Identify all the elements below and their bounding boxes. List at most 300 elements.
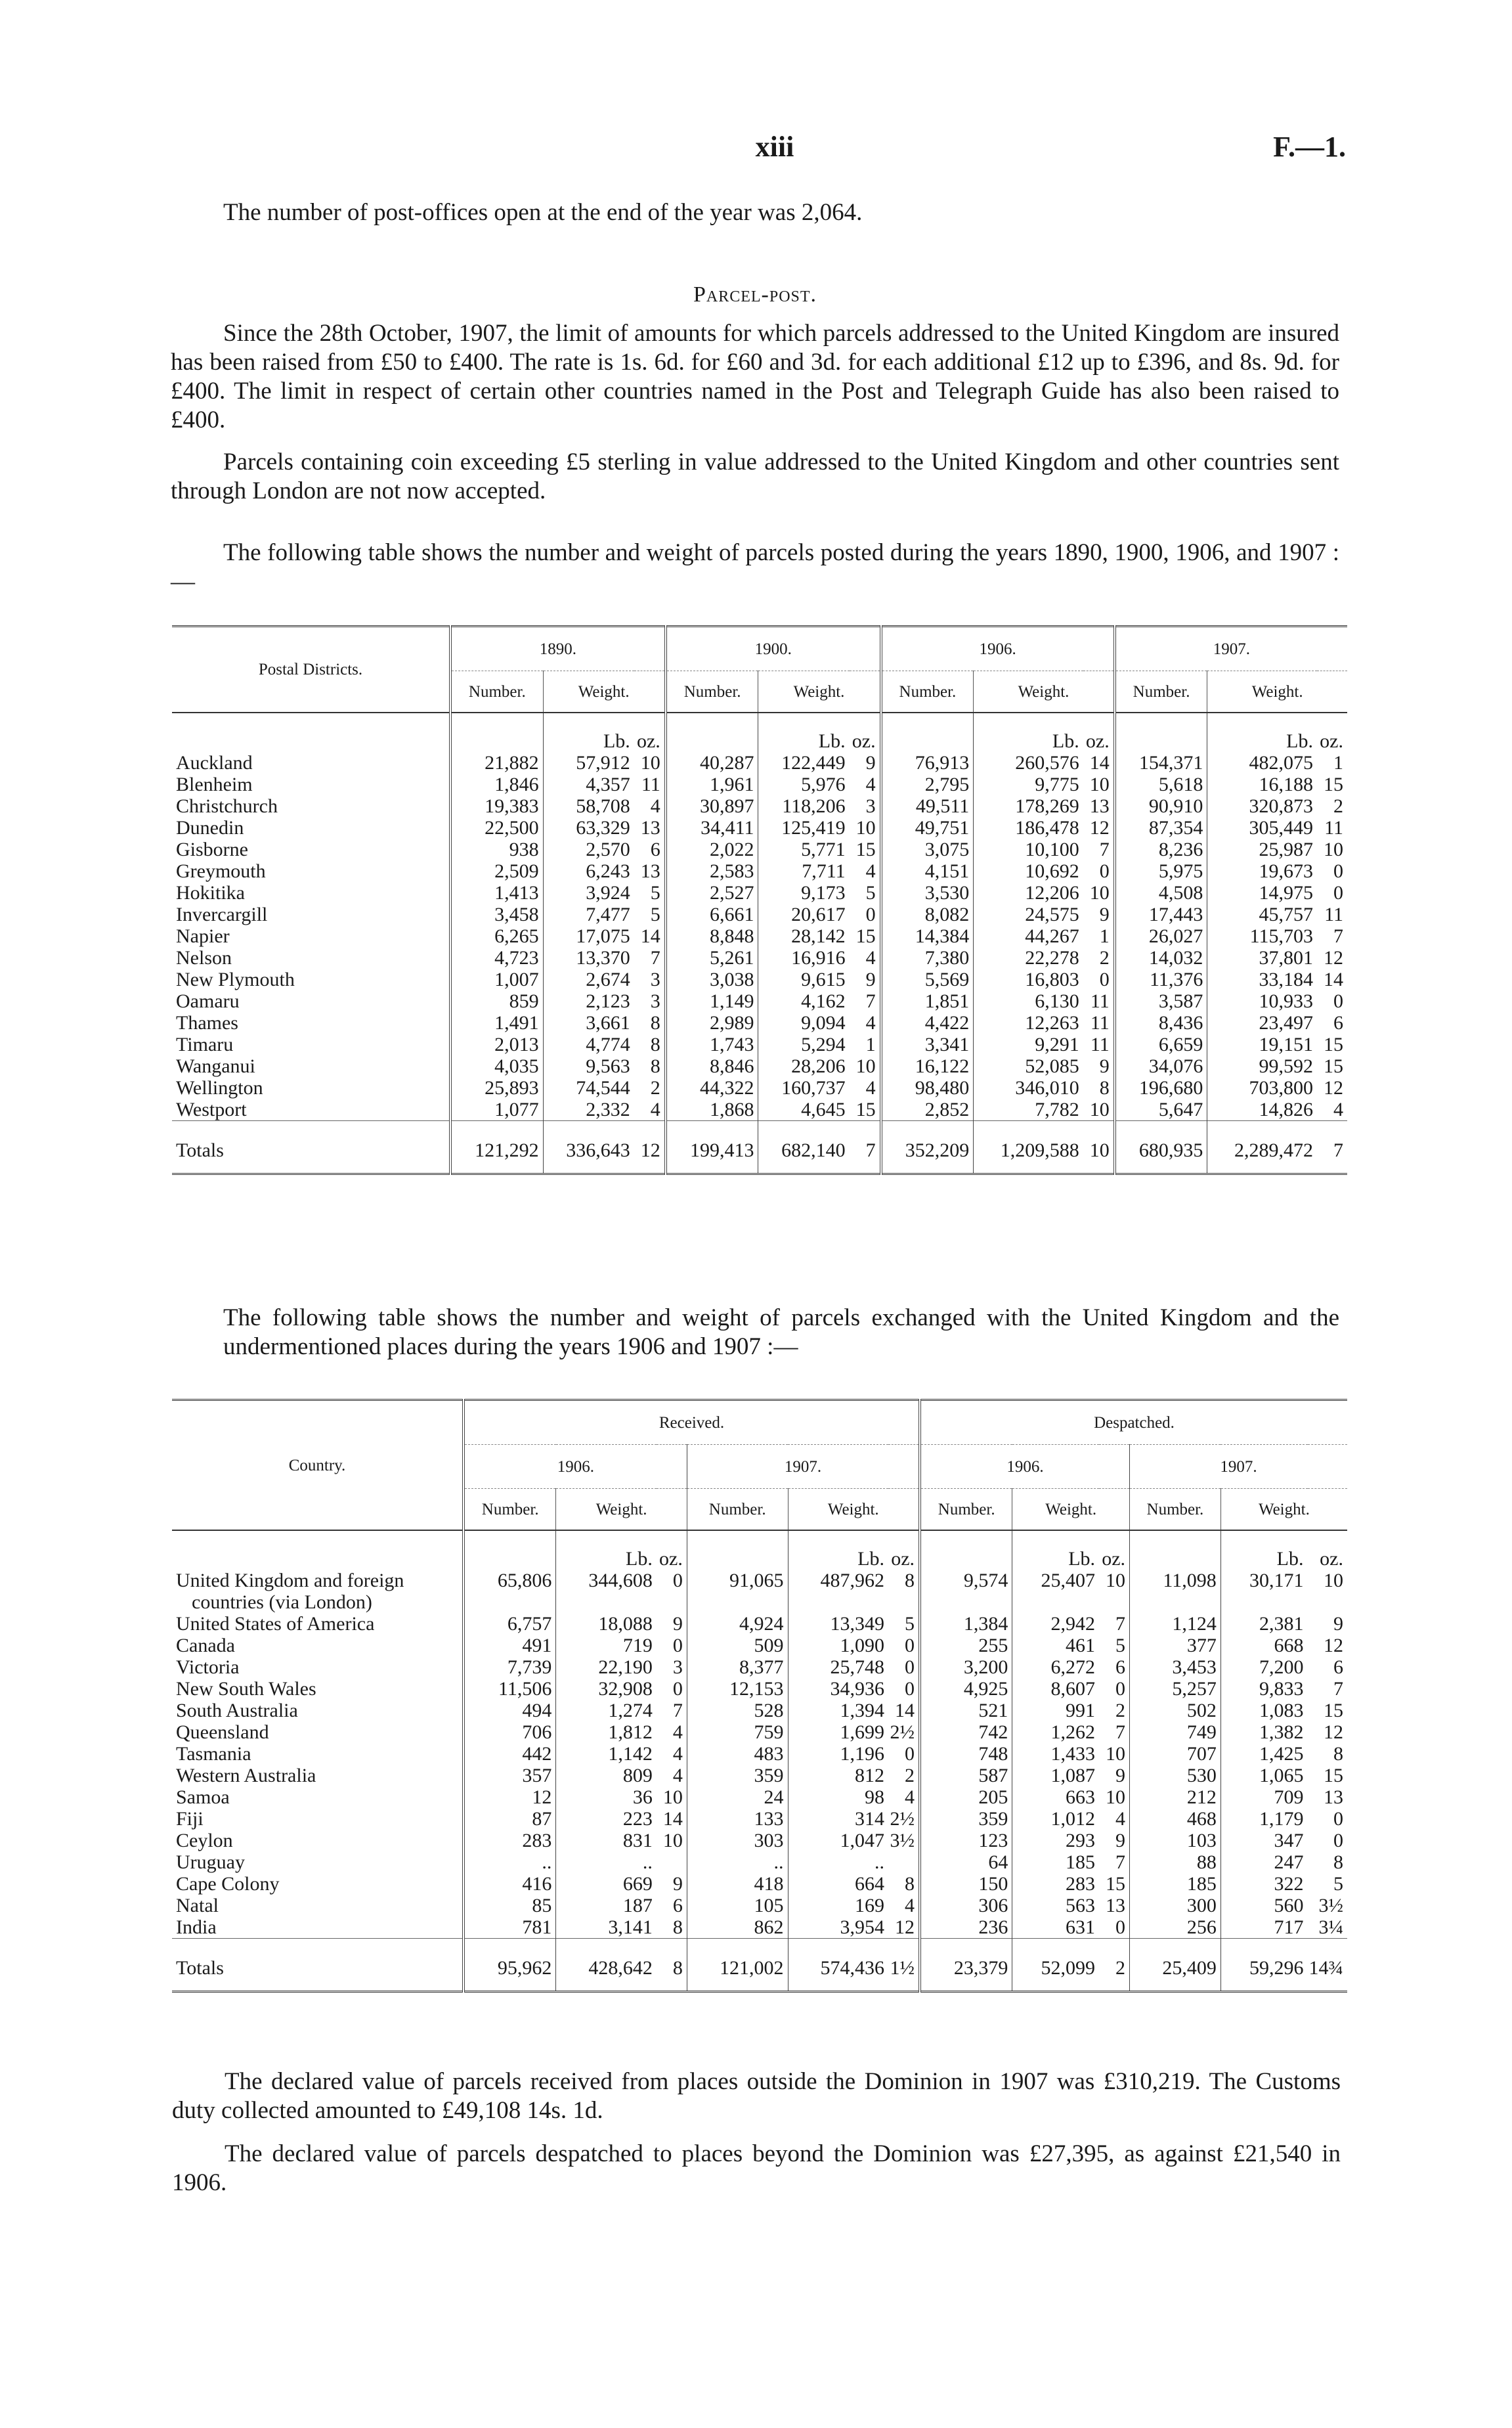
oz-cell: 0 — [672, 1635, 683, 1656]
parcels-exchanged-table-body — [172, 1530, 1347, 1992]
oz-cell: 4 — [650, 795, 660, 817]
number-cell: 283 — [464, 1830, 556, 1851]
district-row — [172, 1099, 1347, 1121]
district-row — [172, 925, 1347, 947]
number-cell: 49,751 — [881, 817, 974, 839]
oz-cell: 10 — [1106, 1743, 1126, 1765]
row-name: Oamaru — [176, 990, 240, 1012]
number-cell: 2,583 — [666, 860, 758, 882]
number-cell: 105 — [687, 1895, 788, 1916]
lb-cell: 160,737 — [758, 1077, 850, 1099]
lb-cell: 703,800 — [1207, 1077, 1317, 1099]
lb-cell: 36 — [556, 1786, 657, 1808]
oz-cell: 5 — [905, 1613, 915, 1635]
lb-cell: 487,962 — [788, 1570, 888, 1613]
lb-cell: 344,608 — [556, 1570, 657, 1613]
units-row — [172, 713, 1347, 752]
oz-cell: 12 — [634, 1121, 666, 1174]
name-cell — [172, 1916, 464, 1939]
lb-cell: 19,151 — [1207, 1034, 1317, 1055]
name-cell — [172, 860, 450, 882]
lb-cell: 25,407 — [1012, 1570, 1099, 1613]
oz-cell: 0 — [1333, 860, 1343, 882]
district-row — [172, 1012, 1347, 1034]
number-cell: 255 — [920, 1635, 1012, 1656]
lb-cell: 178,269 — [974, 795, 1083, 817]
declared-value-despatched-paragraph: The declared value of parcels despatched to places beyond the Dominion was £27,395, as against £21,540 in 1906. — [172, 2140, 1341, 2196]
row-name: Cape Colony — [176, 1873, 280, 1895]
lb-cell: 574,436 — [788, 1939, 888, 1992]
lb-cell: 1,433 — [1012, 1743, 1099, 1765]
number-cell: 6,661 — [666, 904, 758, 925]
oz-cell: 10 — [855, 1055, 876, 1077]
number-cell: 123 — [920, 1830, 1012, 1851]
oz-cell: 4 — [865, 947, 876, 969]
row-name: Greymouth — [176, 860, 266, 882]
lb-cell: 1,047 — [788, 1830, 888, 1851]
number-cell: 749 — [1130, 1721, 1221, 1743]
oz-cell: 14 — [1324, 969, 1343, 990]
number-header: Number. — [687, 1489, 788, 1531]
lb-cell: 3,954 — [788, 1916, 888, 1939]
row-name: United States of America — [176, 1613, 375, 1635]
lb-cell: 1,209,588 — [974, 1121, 1083, 1174]
lb-unit: Lb. — [1220, 1530, 1307, 1570]
lb-cell: 631 — [1012, 1916, 1099, 1939]
oz-cell: 11 — [1324, 904, 1343, 925]
number-cell: 90,910 — [1115, 795, 1207, 817]
row-name: Wanganui — [176, 1055, 255, 1077]
number-cell: 5,261 — [666, 947, 758, 969]
lb-cell: 2,942 — [1012, 1613, 1099, 1635]
lb-cell: 3,661 — [543, 1012, 634, 1034]
lb-cell: 812 — [788, 1765, 888, 1786]
lb-cell: 717 — [1220, 1916, 1307, 1939]
lb-cell: 719 — [556, 1635, 657, 1656]
lb-cell: 2,332 — [543, 1099, 634, 1121]
lb-cell: 7,200 — [1220, 1656, 1307, 1678]
lb-unit: Lb. — [556, 1530, 657, 1570]
number-cell: 76,913 — [881, 752, 974, 774]
oz-cell: 9 — [672, 1873, 683, 1895]
number-cell: 9,574 — [920, 1570, 1012, 1613]
oz-cell: 15 — [855, 925, 876, 947]
name-cell — [172, 1099, 450, 1121]
district-row — [172, 860, 1347, 882]
number-cell: 1,149 — [666, 990, 758, 1012]
oz-cell: 13 — [1089, 795, 1110, 817]
oz-cell: 4 — [865, 774, 876, 795]
number-cell: 121,002 — [687, 1939, 788, 1992]
number-cell: 300 — [1130, 1895, 1221, 1916]
district-row — [172, 947, 1347, 969]
lb-cell: 187 — [556, 1895, 657, 1916]
lb-cell: 2,570 — [543, 839, 634, 860]
page-number: xiii — [755, 131, 794, 163]
oz-cell: 13 — [1324, 1786, 1343, 1808]
number-cell: 212 — [1130, 1786, 1221, 1808]
country-row — [172, 1678, 1347, 1700]
despatched-year-1907: 1907. — [1130, 1445, 1347, 1489]
number-cell: 8,848 — [666, 925, 758, 947]
lb-cell: 10,692 — [974, 860, 1083, 882]
row-name: Fiji — [176, 1808, 204, 1830]
number-cell: 859 — [450, 990, 543, 1012]
lb-cell: 125,419 — [758, 817, 850, 839]
oz-cell: 5 — [1115, 1635, 1126, 1656]
number-cell: 87 — [464, 1808, 556, 1830]
oz-cell: 4 — [1115, 1808, 1126, 1830]
number-cell: 98,480 — [881, 1077, 974, 1099]
number-cell: 205 — [920, 1786, 1012, 1808]
name-cell — [172, 795, 450, 817]
post-offices-count-paragraph: The number of post-offices open at the end of the year was 2,064. — [223, 199, 863, 226]
country-row — [172, 1700, 1347, 1721]
oz-cell: 8 — [672, 1916, 683, 1938]
units-row — [172, 1530, 1347, 1570]
oz-cell: 6 — [1333, 1012, 1343, 1034]
parcels-posted-table-body — [172, 713, 1347, 1174]
row-name: Gisborne — [176, 839, 248, 860]
name-cell — [172, 1721, 464, 1743]
row-name: Invercargill — [176, 904, 268, 925]
lb-cell: 186,478 — [974, 817, 1083, 839]
lb-cell: 1,382 — [1220, 1721, 1307, 1743]
number-cell: 1,077 — [450, 1099, 543, 1121]
row-name: Dunedin — [176, 817, 244, 839]
lb-cell: 314 — [788, 1808, 888, 1830]
oz-cell: 0 — [905, 1678, 915, 1700]
lb-cell: 13,349 — [788, 1613, 888, 1635]
number-cell: 3,200 — [920, 1656, 1012, 1678]
number-cell: 1,961 — [666, 774, 758, 795]
lb-cell: 169 — [788, 1895, 888, 1916]
oz-cell: 13 — [1106, 1895, 1126, 1916]
lb-cell: 22,190 — [556, 1656, 657, 1678]
parcels-posted-table — [172, 625, 1347, 1175]
country-row — [172, 1721, 1347, 1743]
oz-cell: 15 — [1106, 1873, 1126, 1895]
oz-cell: 7 — [672, 1700, 683, 1721]
number-cell: 14,032 — [1115, 947, 1207, 969]
row-name: Thames — [176, 1012, 238, 1034]
country-row — [172, 1916, 1347, 1939]
oz-cell: 7 — [1317, 1121, 1347, 1174]
district-row — [172, 990, 1347, 1012]
number-cell: 8,236 — [1115, 839, 1207, 860]
lb-cell: 122,449 — [758, 752, 850, 774]
number-cell: 3,038 — [666, 969, 758, 990]
lb-cell: 1,425 — [1220, 1743, 1307, 1765]
oz-cell: 3½ — [1318, 1895, 1343, 1916]
oz-cell: 5 — [650, 882, 660, 904]
name-cell — [172, 839, 450, 860]
number-cell: 8,436 — [1115, 1012, 1207, 1034]
totals-label-cell — [172, 1121, 450, 1174]
oz-cell: 10 — [1089, 774, 1110, 795]
lb-cell: 5,771 — [758, 839, 850, 860]
lb-unit: Lb. — [543, 713, 634, 752]
oz-cell: 11 — [1090, 990, 1110, 1012]
oz-cell: 12 — [1089, 817, 1110, 839]
lb-cell: 6,130 — [974, 990, 1083, 1012]
name-cell — [172, 904, 450, 925]
oz-cell: 3 — [672, 1656, 683, 1678]
oz-cell: 2 — [650, 1077, 660, 1099]
number-cell: 352,209 — [881, 1121, 974, 1174]
oz-cell: 0 — [672, 1570, 683, 1591]
number-cell: 103 — [1130, 1830, 1221, 1851]
number-cell: 3,530 — [881, 882, 974, 904]
name-cell — [172, 1055, 450, 1077]
country-row — [172, 1656, 1347, 1678]
number-cell: 11,376 — [1115, 969, 1207, 990]
number-cell: 11,098 — [1130, 1570, 1221, 1613]
number-cell: 40,287 — [666, 752, 758, 774]
oz-cell: 0 — [905, 1656, 915, 1678]
lb-cell: 185 — [1012, 1851, 1099, 1873]
number-cell: .. — [464, 1851, 556, 1873]
lb-cell: 57,912 — [543, 752, 634, 774]
number-cell: 1,743 — [666, 1034, 758, 1055]
lb-cell: 1,196 — [788, 1743, 888, 1765]
declared-value-received-paragraph: The declared value of parcels received from places outside the Dominion in 1907 was £310,219. The Customs duty collected amounted to £49,108 14s. 1d. — [172, 2068, 1341, 2124]
number-header: Number. — [450, 671, 543, 713]
name-cell — [172, 774, 450, 795]
number-cell: 4,422 — [881, 1012, 974, 1034]
lb-cell: 25,987 — [1207, 839, 1317, 860]
row-name: Westport — [176, 1099, 247, 1120]
number-cell: 1,384 — [920, 1613, 1012, 1635]
number-cell: 150 — [920, 1873, 1012, 1895]
name-cell — [172, 1851, 464, 1873]
lb-cell: 13,370 — [543, 947, 634, 969]
number-cell: 4,723 — [450, 947, 543, 969]
lb-cell: 32,908 — [556, 1678, 657, 1700]
number-cell: 24 — [687, 1786, 788, 1808]
lb-cell: 99,592 — [1207, 1055, 1317, 1077]
number-header: Number. — [920, 1489, 1012, 1531]
number-cell: 359 — [687, 1765, 788, 1786]
name-cell — [172, 1570, 464, 1613]
number-cell: 2,527 — [666, 882, 758, 904]
lb-cell: 293 — [1012, 1830, 1099, 1851]
lb-cell: 4,162 — [758, 990, 850, 1012]
oz-unit: oz. — [1320, 1548, 1343, 1570]
row-name: New South Wales — [176, 1678, 316, 1700]
row-name: Auckland — [176, 752, 253, 774]
lb-cell: 12,206 — [974, 882, 1083, 904]
number-cell: 44,322 — [666, 1077, 758, 1099]
lb-cell: 7,477 — [543, 904, 634, 925]
number-cell: 25,893 — [450, 1077, 543, 1099]
oz-cell: 8 — [657, 1939, 687, 1992]
number-cell: 88 — [1130, 1851, 1221, 1873]
oz-cell: 9 — [1099, 904, 1110, 925]
row-name: Tasmania — [176, 1743, 251, 1765]
oz-cell: 0 — [1333, 1830, 1343, 1851]
oz-cell: 14 — [640, 925, 660, 947]
oz-cell: 12 — [1324, 1721, 1343, 1743]
number-cell: 1,491 — [450, 1012, 543, 1034]
year-header-1890: 1890. — [450, 627, 666, 671]
lb-unit: Lb. — [1012, 1530, 1099, 1570]
number-cell: 12 — [464, 1786, 556, 1808]
lb-cell: 45,757 — [1207, 904, 1317, 925]
number-cell: 3,458 — [450, 904, 543, 925]
oz-cell: 12 — [1324, 947, 1343, 969]
oz-cell: 5 — [1333, 1873, 1343, 1895]
lb-cell: 16,916 — [758, 947, 850, 969]
district-row — [172, 839, 1347, 860]
number-cell: 5,569 — [881, 969, 974, 990]
number-cell: 530 — [1130, 1765, 1221, 1786]
oz-cell: 3 — [865, 795, 876, 817]
oz-cell: 10 — [1324, 839, 1343, 860]
lb-cell: 3,141 — [556, 1916, 657, 1939]
lb-cell: 1,142 — [556, 1743, 657, 1765]
oz-cell: 5 — [865, 882, 876, 904]
lb-cell: 10,933 — [1207, 990, 1317, 1012]
lb-cell: 28,206 — [758, 1055, 850, 1077]
lb-cell: 991 — [1012, 1700, 1099, 1721]
number-cell: 357 — [464, 1765, 556, 1786]
row-name: New Plymouth — [176, 969, 295, 990]
lb-cell: 668 — [1220, 1635, 1307, 1656]
row-name: Napier — [176, 925, 230, 947]
oz-cell: 0 — [905, 1743, 915, 1765]
lb-cell: 223 — [556, 1808, 657, 1830]
oz-cell: 6 — [1115, 1656, 1126, 1678]
oz-cell: 7 — [850, 1121, 881, 1174]
oz-cell: 8 — [1333, 1851, 1343, 1873]
name-cell — [172, 925, 450, 947]
number-cell: 121,292 — [450, 1121, 543, 1174]
lb-cell: 461 — [1012, 1635, 1099, 1656]
lb-cell: 9,563 — [543, 1055, 634, 1077]
row-name: Nelson — [176, 947, 232, 969]
lb-cell: 14,826 — [1207, 1099, 1317, 1121]
number-cell: 1,124 — [1130, 1613, 1221, 1635]
lb-cell: 44,267 — [974, 925, 1083, 947]
oz-cell: 9 — [672, 1613, 683, 1635]
number-cell: 3,341 — [881, 1034, 974, 1055]
number-cell: 2,022 — [666, 839, 758, 860]
row-name: India — [176, 1916, 217, 1938]
number-cell: 87,354 — [1115, 817, 1207, 839]
number-cell: 8,082 — [881, 904, 974, 925]
number-cell: 938 — [450, 839, 543, 860]
lb-cell: 664 — [788, 1873, 888, 1895]
lb-cell: 17,075 — [543, 925, 634, 947]
number-cell: 65,806 — [464, 1570, 556, 1613]
lb-cell: 19,673 — [1207, 860, 1317, 882]
lb-cell: 247 — [1220, 1851, 1307, 1873]
totals-label: Totals — [176, 1139, 224, 1161]
despatched-header: Despatched. — [920, 1400, 1347, 1445]
name-cell — [172, 1700, 464, 1721]
number-cell: 5,618 — [1115, 774, 1207, 795]
district-row — [172, 969, 1347, 990]
name-cell — [172, 882, 450, 904]
number-cell: 85 — [464, 1895, 556, 1916]
lb-cell: 2,289,472 — [1207, 1121, 1317, 1174]
lb-cell: 1,262 — [1012, 1721, 1099, 1743]
number-cell: 25,409 — [1130, 1939, 1221, 1992]
oz-cell: 10 — [1106, 1786, 1126, 1808]
number-cell: 256 — [1130, 1916, 1221, 1939]
number-cell: 748 — [920, 1743, 1012, 1765]
number-header: Number. — [666, 671, 758, 713]
lb-cell: 9,833 — [1220, 1678, 1307, 1700]
oz-cell: 0 — [1115, 1916, 1126, 1938]
oz-cell: 0 — [865, 904, 876, 925]
number-cell: 12,153 — [687, 1678, 788, 1700]
number-cell: 3,453 — [1130, 1656, 1221, 1678]
oz-cell: 11 — [1090, 1012, 1110, 1034]
number-cell: 95,962 — [464, 1939, 556, 1992]
lb-cell: 52,085 — [974, 1055, 1083, 1077]
lb-cell: 23,497 — [1207, 1012, 1317, 1034]
oz-cell: 15 — [1324, 1055, 1343, 1077]
oz-cell: 1 — [865, 1034, 876, 1055]
lb-cell: 2,674 — [543, 969, 634, 990]
number-cell: 2,989 — [666, 1012, 758, 1034]
oz-cell: 7 — [1333, 1678, 1343, 1700]
number-cell: 49,511 — [881, 795, 974, 817]
lb-cell: 10,100 — [974, 839, 1083, 860]
lb-cell: 24,575 — [974, 904, 1083, 925]
lb-cell: 1,274 — [556, 1700, 657, 1721]
number-cell: 706 — [464, 1721, 556, 1743]
number-cell: 528 — [687, 1700, 788, 1721]
number-cell: 21,882 — [450, 752, 543, 774]
number-cell: 34,411 — [666, 817, 758, 839]
number-cell: 2,852 — [881, 1099, 974, 1121]
country-row — [172, 1570, 1347, 1613]
document-reference: F.—1. — [1273, 131, 1346, 163]
lb-cell: 30,171 — [1220, 1570, 1307, 1613]
country-row — [172, 1765, 1347, 1786]
district-row — [172, 1077, 1347, 1099]
lb-cell: 5,294 — [758, 1034, 850, 1055]
oz-cell — [657, 1851, 687, 1873]
number-cell: 502 — [1130, 1700, 1221, 1721]
number-cell: 196,680 — [1115, 1077, 1207, 1099]
lb-cell: 346,010 — [974, 1077, 1083, 1099]
oz-cell — [888, 1851, 920, 1873]
number-cell: 154,371 — [1115, 752, 1207, 774]
name-cell — [172, 1895, 464, 1916]
lb-cell: 1,394 — [788, 1700, 888, 1721]
number-cell: 442 — [464, 1743, 556, 1765]
name-cell — [172, 969, 450, 990]
oz-cell: 10 — [1106, 1570, 1126, 1591]
lb-cell: 347 — [1220, 1830, 1307, 1851]
oz-cell: 13 — [640, 817, 660, 839]
oz-cell: 0 — [1115, 1678, 1126, 1700]
number-cell: 5,257 — [1130, 1678, 1221, 1700]
lb-cell: 4,645 — [758, 1099, 850, 1121]
country-header: Country. — [172, 1400, 464, 1531]
name-cell — [172, 817, 450, 839]
number-cell: 759 — [687, 1721, 788, 1743]
country-row — [172, 1851, 1347, 1873]
name-cell — [172, 1830, 464, 1851]
totals-label: Totals — [176, 1957, 224, 1979]
lb-cell: 52,099 — [1012, 1939, 1099, 1992]
oz-cell: 0 — [672, 1678, 683, 1700]
